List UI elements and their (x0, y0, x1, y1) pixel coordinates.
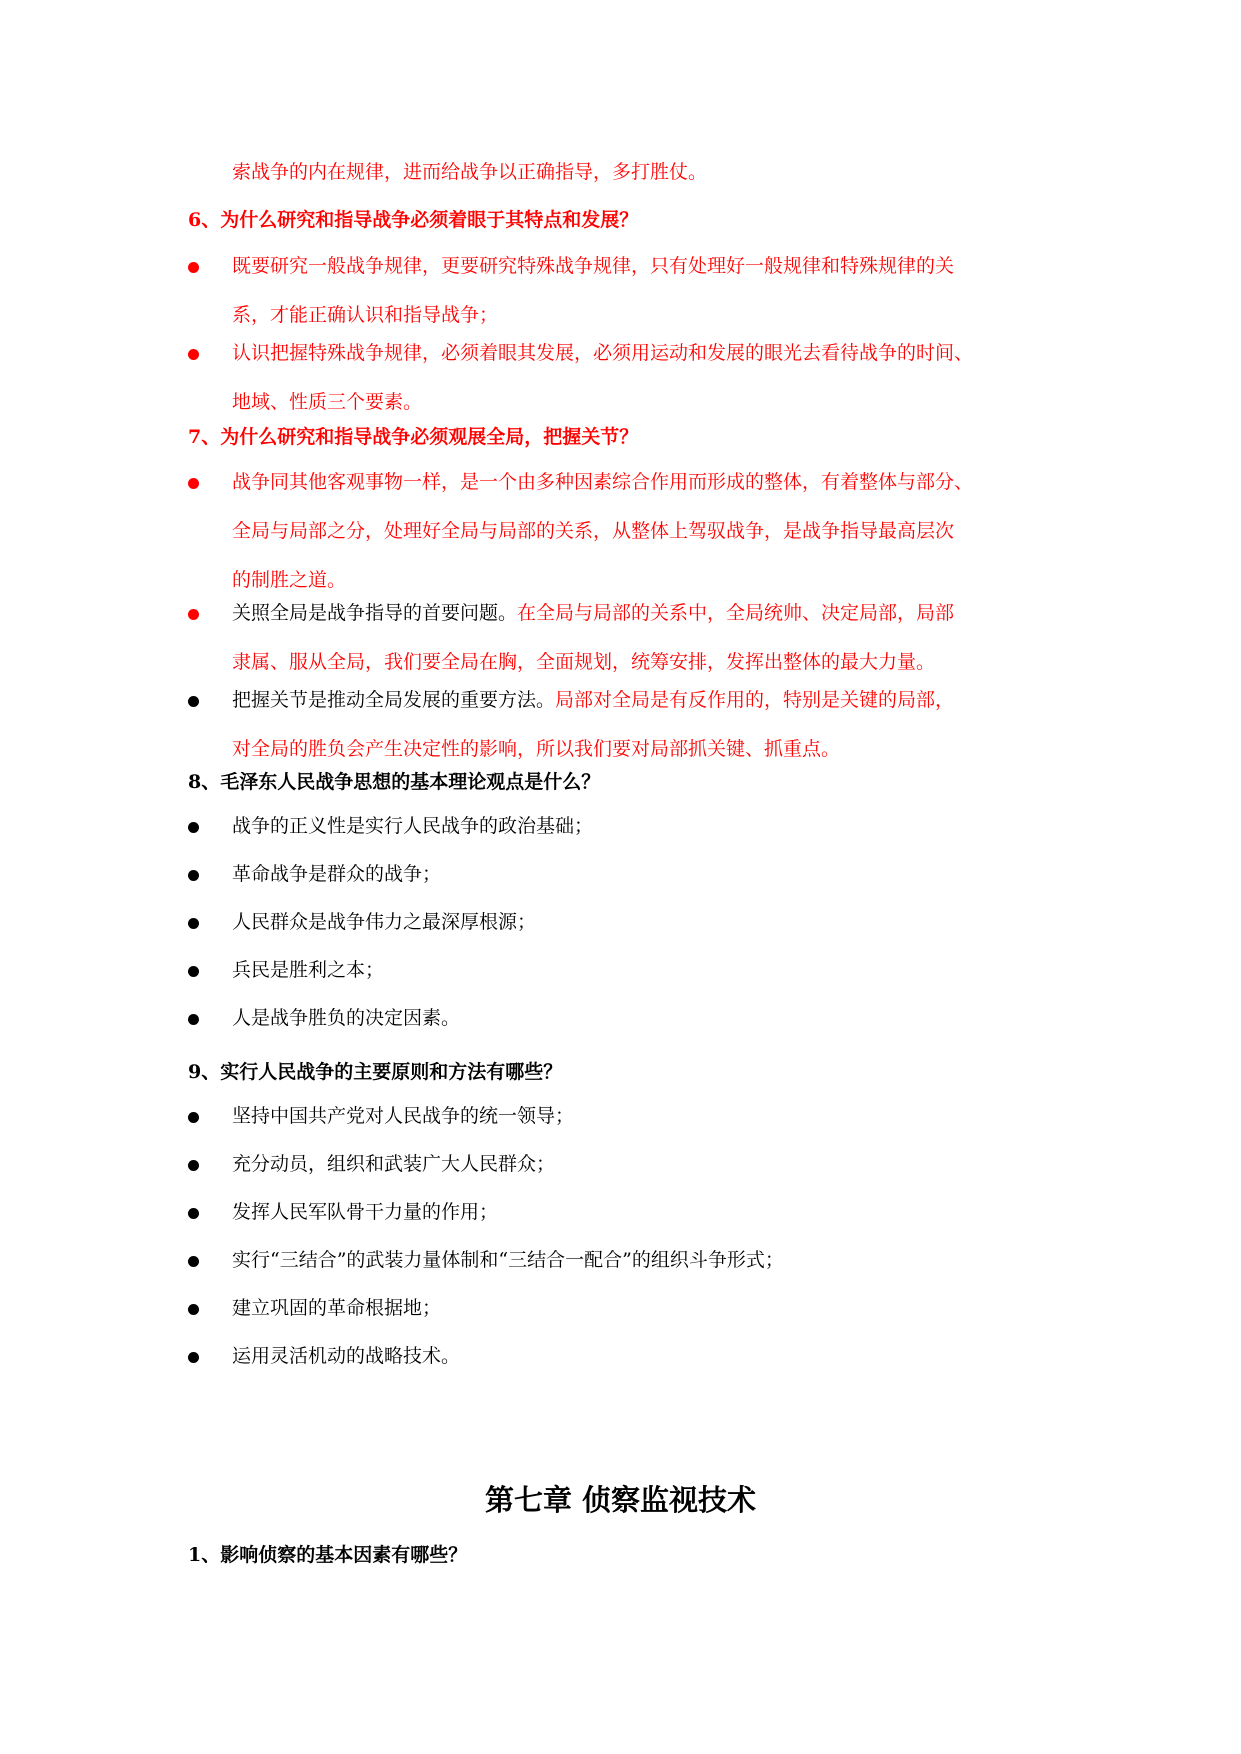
q7-item-1-line-3: 的制胜之道。 (232, 569, 347, 591)
question-7-title: 7、为什么研究和指导战争必须观展全局，把握关节？ (188, 426, 639, 448)
q7-item-1-line-2: 全局与局部之分，处理好全局与局部的关系，从整体上驾驭战争，是战争指导最高层次 (232, 520, 955, 542)
bullet-icon (188, 349, 199, 360)
q9-item-3: 发挥人民军队骨干力量的作用； (232, 1201, 499, 1223)
q8-item-1: 战争的正义性是实行人民战争的政治基础； (232, 815, 594, 837)
q7-item-3 (232, 676, 1052, 774)
bullet-icon (188, 1304, 199, 1315)
q7-item-3-black-text: 把握关节是推动全局发展的重要方法。 (232, 689, 556, 711)
q8-item-2: 革命战争是群众的战争； (232, 863, 442, 885)
q9-item-6: 运用灵活机动的战略技术。 (232, 1345, 461, 1367)
q7-item-2 (232, 589, 1052, 687)
bullet-icon (188, 1160, 199, 1171)
chapter-title: 第七章 侦察监视技术 (484, 1483, 757, 1517)
q8-item-3: 人民群众是战争伟力之最深厚根源； (232, 911, 537, 933)
q6-item-2-line-2: 地域、性质三个要素。 (232, 391, 423, 413)
q6-item-2 (232, 329, 1052, 427)
q7-item-2-line-1 (232, 589, 1052, 638)
question-6-title: 6、为什么研究和指导战争必须着眼于其特点和发展？ (188, 209, 639, 231)
q6-item-1-line-1: 既要研究一般战争规律，更要研究特殊战争规律，只有处理好一般规律和特殊规律的关 (232, 255, 955, 277)
q7-item-3-red-text: 局部对全局是有反作用的，特别是关键的局部， (555, 689, 955, 711)
q7-item-2-line-2: 隶属、服从全局，我们要全局在胸，全面规划，统筹安排，发挥出整体的最大力量。 (232, 651, 936, 673)
q7-item-3-line-1 (232, 676, 1052, 725)
q7-item-2-black-text: 关照全局是战争指导的首要问题。 (232, 602, 518, 624)
bullet-icon (188, 966, 199, 977)
bullet-icon (188, 609, 199, 620)
bullet-icon (188, 262, 199, 273)
question-9-title: 9、实行人民战争的主要原则和方法有哪些？ (188, 1061, 563, 1083)
q6-item-2-line-1: 认识把握特殊战争规律，必须着眼其发展，必须用运动和发展的眼光去看待战争的时间、 (232, 342, 974, 364)
bullet-icon (188, 1014, 199, 1025)
q9-item-2: 充分动员，组织和武装广大人民群众； (232, 1153, 556, 1175)
bullet-icon (188, 918, 199, 929)
q7-item-1-line-1: 战争同其他客观事物一样，是一个由多种因素综合作用而形成的整体，有着整体与部分、 (232, 471, 974, 493)
chapter-question-1-title: 1、影响侦察的基本因素有哪些？ (188, 1544, 468, 1566)
q7-item-3-line-2: 对全局的胜负会产生决定性的影响，所以我们要对局部抓关键、抓重点。 (232, 738, 841, 760)
q9-item-5: 建立巩固的革命根据地； (232, 1297, 442, 1319)
bullet-icon (188, 1352, 199, 1363)
q7-item-2-red-text: 在全局与局部的关系中，全局统帅、决定局部，局部 (517, 602, 955, 624)
bullet-icon (188, 1256, 199, 1267)
q8-item-5: 人是战争胜负的决定因素。 (232, 1007, 461, 1029)
bullet-icon (188, 822, 199, 833)
q7-item-1 (232, 458, 1052, 605)
bullet-icon (188, 696, 199, 707)
continuation-text: 索战争的内在规律，进而给战争以正确指导，多打胜仗。 (232, 161, 708, 183)
q9-item-4: 实行“三结合”的武装力量体制和“三结合一配合”的组织斗争形式； (232, 1249, 784, 1271)
question-8-title: 8、毛泽东人民战争思想的基本理论观点是什么？ (188, 771, 601, 793)
bullet-icon (188, 870, 199, 881)
q8-item-4: 兵民是胜利之本； (232, 959, 385, 981)
q9-item-1: 坚持中国共产党对人民战争的统一领导； (232, 1105, 575, 1127)
bullet-icon (188, 1112, 199, 1123)
bullet-icon (188, 1208, 199, 1219)
q6-item-1-line-2: 系，才能正确认识和指导战争； (232, 304, 499, 326)
bullet-icon (188, 478, 199, 489)
q6-item-1 (232, 242, 1052, 340)
